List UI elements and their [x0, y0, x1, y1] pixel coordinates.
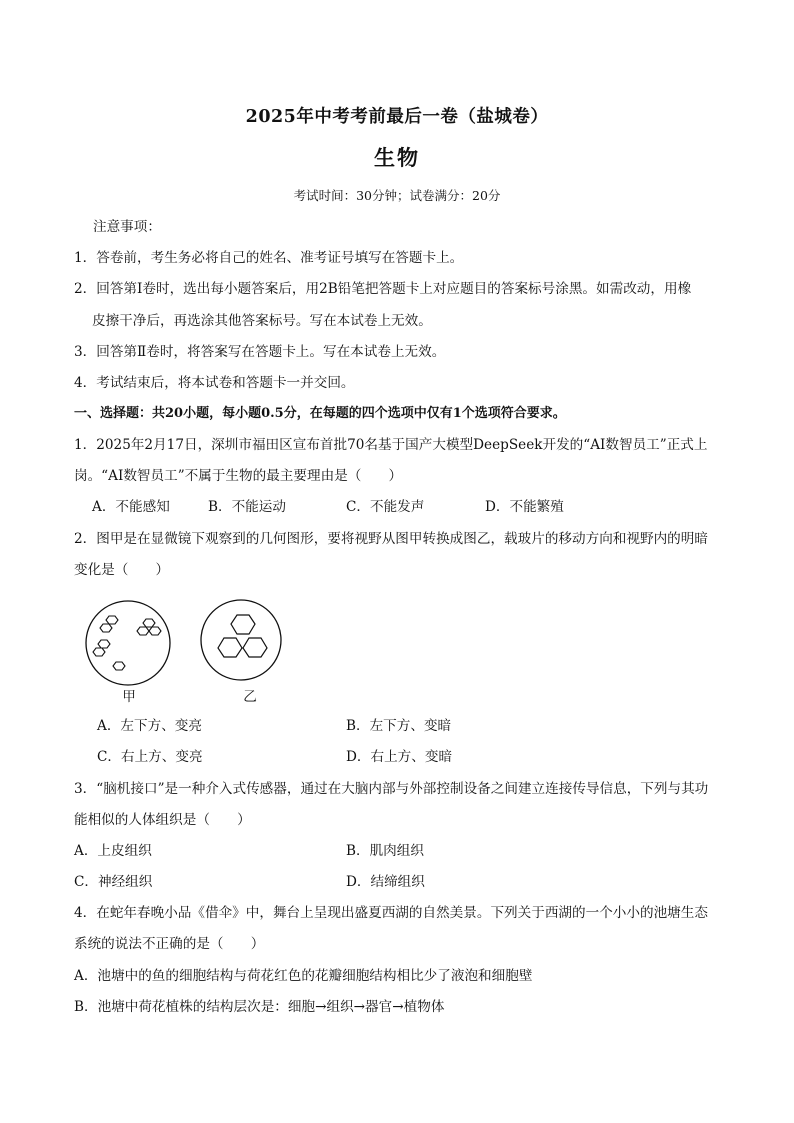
q3-option-b: B．肌肉组织 [346, 843, 424, 859]
q3-option-a: A．上皮组织 [74, 843, 152, 859]
q2-option-a: A．左下方、变亮 [97, 718, 202, 734]
exam-title: 2025年中考考前最后一卷（盐城卷） [245, 107, 549, 127]
q2-option-b: B．左下方、变暗 [346, 718, 452, 734]
q1-option-d: D．不能繁殖 [485, 499, 564, 515]
q1-line2: 岗。“AI数智员工”不属于生物的最主要理由是（ ） [74, 468, 403, 484]
q2-option-d: D．右上方、变暗 [346, 749, 453, 765]
field-yi-circle [201, 600, 281, 680]
q2-line1: 2．图甲是在显微镜下观察到的几何图形，要将视野从图甲转换成图乙，载玻片的移动方向和视野内的明暗 [74, 531, 708, 547]
figure-label-jia: 甲 [122, 689, 136, 705]
q4-option-b: B．池塘中荷花植株的结构层次是：细胞→组织→器官→植物体 [74, 999, 445, 1015]
q3-line1: 3．“脑机接口”是一种介入式传感器，通过在大脑内部与外部控制设备之间建立连接传导信息，下列与其功 [74, 781, 709, 797]
q2-option-c: C．右上方、变亮 [97, 749, 203, 765]
field-jia-hexagons [93, 616, 161, 670]
q2-line2: 变化是（ ） [74, 562, 170, 578]
exam-info: 考试时间：30分钟；试卷满分：20分 [293, 188, 501, 203]
q1-option-b: B．不能运动 [208, 499, 286, 515]
q3-option-c: C．神经组织 [74, 874, 153, 890]
section-heading: 一、选择题：共20小题，每小题0.5分，在每题的四个选项中仅有1个选项符合要求。 [74, 406, 566, 421]
q3-line2: 能相似的人体组织是（ ） [74, 812, 251, 828]
notice-item-2: 2．回答第Ⅰ卷时，选出每小题答案后，用2B铅笔把答题卡上对应题目的答案标号涂黑。如需改动，用橡 [74, 281, 692, 297]
notice-item-4: 4．考试结束后，将本试卷和答题卡一并交回。 [74, 375, 355, 391]
q1-option-a: A．不能感知 [92, 499, 170, 515]
notice-item-1: 1．答卷前，考生务必将自己的姓名、准考证号填写在答题卡上。 [74, 250, 464, 266]
q4-line2: 系统的说法不正确的是（ ） [74, 936, 265, 952]
notice-heading: 注意事项： [93, 219, 161, 235]
notice-item-2-cont: 皮擦干净后，再选涂其他答案标号。写在本试卷上无效。 [92, 313, 432, 329]
q4-line1: 4．在蛇年春晚小品《借伞》中，舞台上呈现出盛夏西湖的自然美景。下列关于西湖的一个小小的池塘生态 [74, 905, 708, 921]
microscope-figure [80, 593, 300, 708]
subject-title: 生物 [374, 145, 420, 170]
figure-label-yi: 乙 [243, 689, 257, 705]
q3-option-d: D．结缔组织 [346, 874, 425, 890]
notice-item-3: 3．回答第Ⅱ卷时，将答案写在答题卡上。写在本试卷上无效。 [74, 344, 446, 360]
q4-option-a: A．池塘中的鱼的细胞结构与荷花红色的花瓣细胞结构相比少了液泡和细胞壁 [74, 968, 533, 984]
q1-line1: 1．2025年2月17日，深圳市福田区宣布首批70名基于国产大模型DeepSeek开发的“AI数智员工”正式上 [74, 437, 708, 453]
field-yi-hexagons [218, 615, 267, 657]
q1-option-c: C．不能发声 [346, 499, 425, 515]
